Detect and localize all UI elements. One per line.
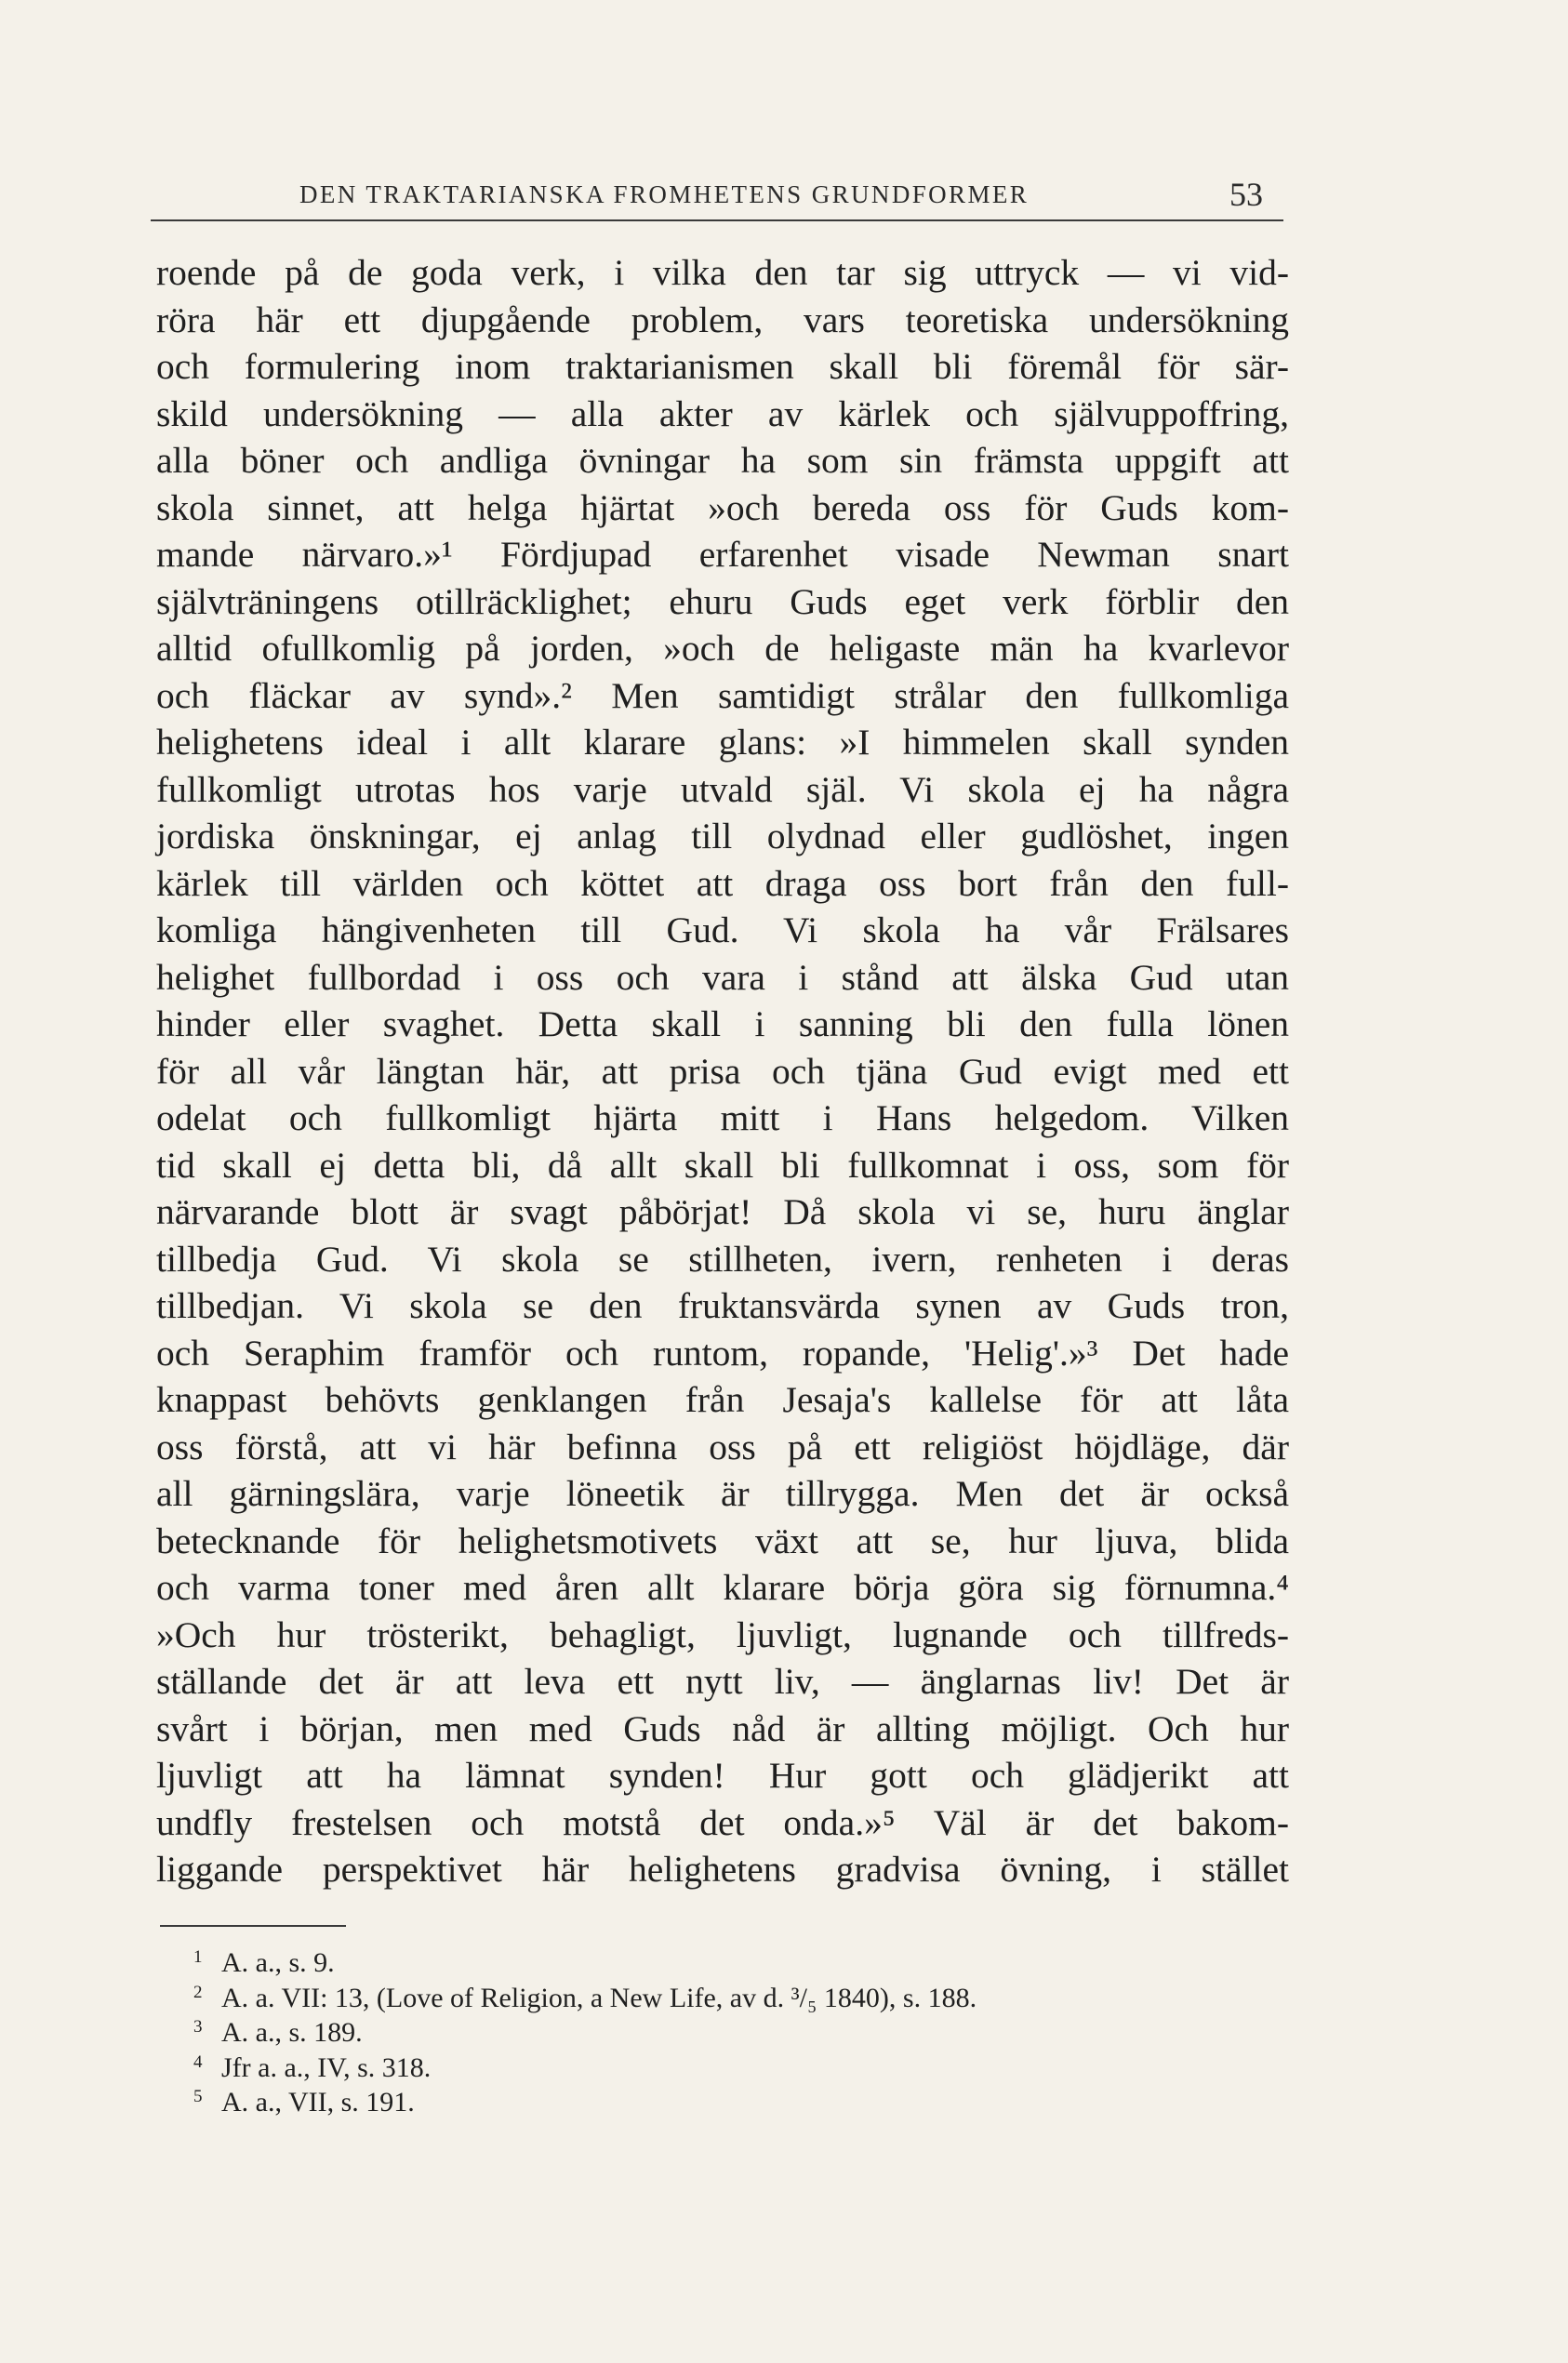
text-line: oss förstå, att vi här befinna oss på ett religiöst höjdläge, där	[156, 1426, 1289, 1467]
text-line: knappast behövts genklangen från Jesaja's kallelse för att låta	[156, 1379, 1289, 1420]
page-number: 53	[1229, 176, 1263, 213]
footnote-mark: 4	[193, 2051, 203, 2072]
text-line: »Och hur trösterikt, behagligt, ljuvligt, lugnande och tillfreds-	[156, 1613, 1289, 1655]
text-line: roende på de goda verk, i vilka den tar sig uttryck — vi vid-	[156, 252, 1289, 293]
text-line: tid skall ej detta bli, då allt skall bli fullkomnat i oss, som för	[156, 1144, 1289, 1186]
footnote	[193, 2051, 1300, 2086]
running-title: DEN TRAKTARIANSKA FROMHETENS GRUNDFORMER	[299, 180, 1030, 208]
text-line: ljuvligt att ha lämnat synden! Hur gott och glädjerikt att	[156, 1755, 1289, 1796]
text-line: skild undersökning — alla akter av kärlek och självuppoffring,	[156, 392, 1289, 434]
text-line: komliga hängivenheten till Gud. Vi skola ha vår Frälsares	[156, 909, 1289, 950]
footnote-text: A. a. VII: 13, (Love of Religion, a New Life, av d. ³/₅ 1840), s. 188.	[221, 1982, 977, 2013]
footnote-rule	[160, 1925, 346, 1927]
text-line: och fläckar av synd».² Men samtidigt strålar den fullkomliga	[156, 674, 1289, 716]
text-line: självträningens otillräcklighet; ehuru Guds eget verk förblir den	[156, 580, 1289, 622]
footnote-text: Jfr a. a., IV, s. 318.	[221, 2051, 432, 2083]
text-line: skola sinnet, att helga hjärtat »och bereda oss för Guds kom-	[156, 486, 1289, 528]
text-line: helighet fullbordad i oss och vara i stånd att älska Gud utan	[156, 956, 1289, 998]
footnotes	[193, 1945, 1300, 2120]
text-line: jordiska önskningar, ej anlag till olydnad eller gudlöshet, ingen	[156, 816, 1289, 856]
running-header	[151, 167, 1283, 223]
text-line: all gärningslära, varje löneetik är tillrygga. Men det är också	[156, 1473, 1289, 1514]
header-rule	[151, 219, 1283, 221]
text-line: mande närvaro.»¹ Fördjupad erfarenhet visade Newman snart	[156, 534, 1289, 575]
text-line: fullkomligt utrotas hos varje utvald själ. Vi skola ej ha några	[156, 768, 1289, 810]
footnote-mark: 5	[193, 2087, 203, 2106]
footnote	[193, 1945, 1300, 1981]
text-line: odelat och fullkomligt hjärta mitt i Hans helgedom. Vilken	[156, 1097, 1289, 1138]
text-line: röra här ett djupgående problem, vars teoretiska undersökning	[156, 299, 1289, 340]
text-line: liggande perspektivet här helighetens gradvisa övning, i stället	[156, 1849, 1289, 1890]
text-line: svårt i början, men med Guds nåd är allting möjligt. Och hur	[156, 1707, 1289, 1749]
footnote-text: A. a., s. 9.	[221, 1947, 335, 1978]
text-line: tillbedjan. Vi skola se den fruktansvärda synen av Guds tron,	[156, 1285, 1289, 1326]
footnote-text: A. a., s. 189.	[221, 2017, 363, 2048]
text-line: tillbedja Gud. Vi skola se stillheten, ivern, renheten i deras	[156, 1238, 1289, 1280]
text-line: närvarande blott är svagt påbörjat! Då skola vi se, huru änglar	[156, 1191, 1289, 1232]
text-line: kärlek till världen och köttet att draga oss bort från den full-	[156, 862, 1289, 904]
body-text	[156, 249, 1289, 1893]
text-line: alla böner och andliga övningar ha som sin främsta uppgift att	[156, 440, 1289, 481]
text-line: alltid ofullkomlig på jorden, »och de heligaste män ha kvarlevor	[156, 628, 1289, 669]
text-line: undfly frestelsen och motstå det onda.»⁵ Väl är det bakom-	[156, 1801, 1289, 1843]
text-line: för all vår längtan här, att prisa och tjäna Gud evigt med ett	[156, 1050, 1289, 1092]
footnote-mark: 1	[193, 1947, 203, 1967]
footnote	[193, 2085, 1300, 2120]
footnote-text: A. a., VII, s. 191.	[221, 2087, 415, 2117]
text-line: betecknande för helighetsmotivets växt att se, hur ljuva, blida	[156, 1520, 1289, 1561]
text-line: helighetens ideal i allt klarare glans: »I himmelen skall synden	[156, 722, 1289, 763]
text-line: och varma toner med åren allt klarare börja göra sig förnumna.⁴	[156, 1567, 1289, 1608]
text-line: och Seraphim framför och runtom, ropande, 'Helig'.»³ Det hade	[156, 1332, 1289, 1374]
text-line: och formulering inom traktarianismen skall bli föremål för sär-	[156, 346, 1289, 387]
footnote-mark: 2	[193, 1982, 203, 2002]
footnote-mark: 3	[193, 2017, 203, 2037]
footnote	[193, 2015, 1300, 2051]
text-line: ställande det är att leva ett nytt liv, — änglarnas liv! Det är	[156, 1661, 1289, 1702]
text-line: hinder eller svaghet. Detta skall i sanning bli den fulla lönen	[156, 1003, 1289, 1044]
footnote	[193, 1981, 1300, 2016]
